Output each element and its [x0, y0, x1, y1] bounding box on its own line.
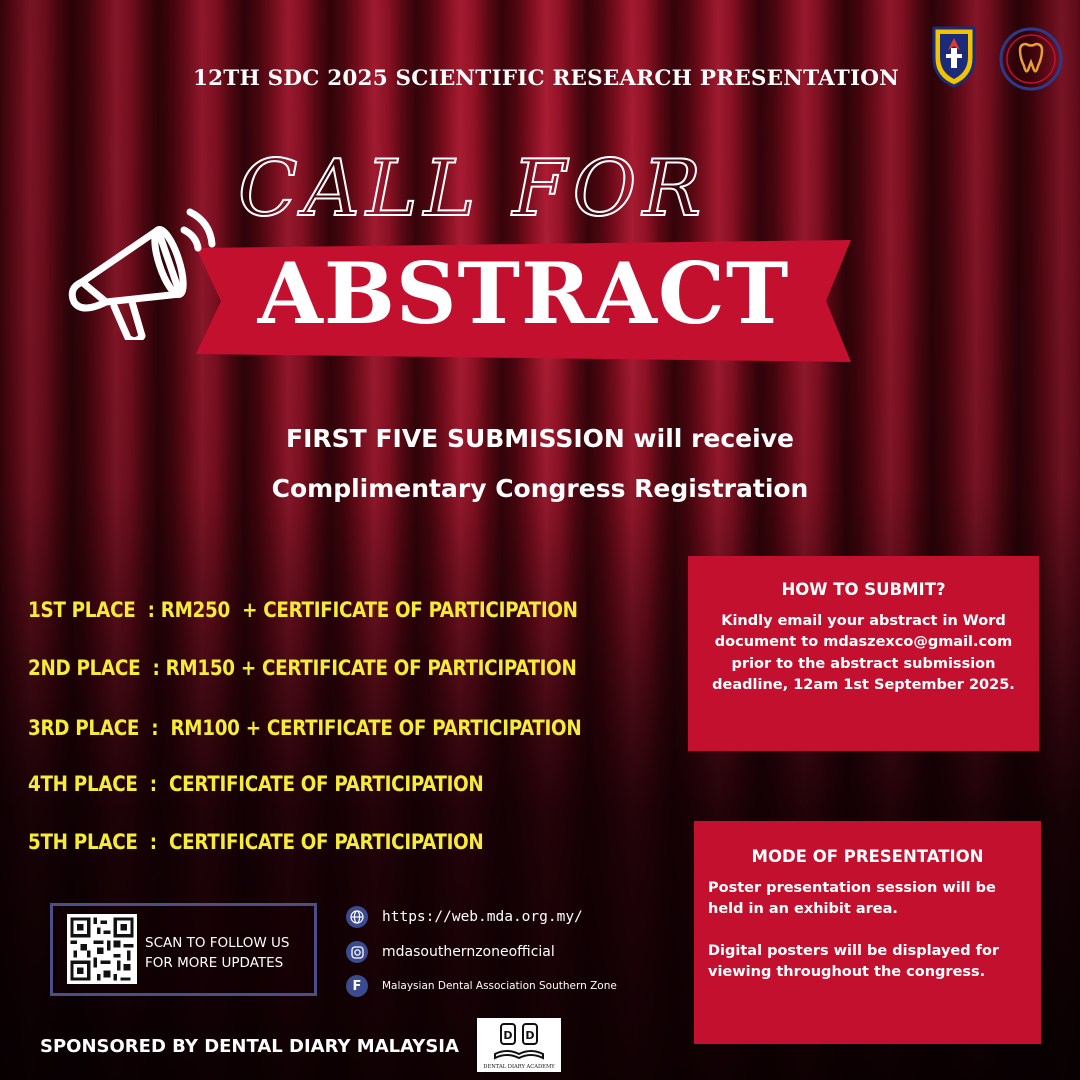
abstract-heading: ABSTRACT — [257, 244, 790, 343]
sponsor-logo — [477, 1018, 561, 1072]
qr-caption-line-2: FOR MORE UPDATES — [145, 954, 284, 971]
mode-of-presentation-panel — [694, 821, 1041, 1044]
mode-paragraph-2: Digital posters will be displayed for viewing throughout the congress. — [708, 942, 1000, 981]
globe-icon — [346, 906, 368, 928]
event-title: 12TH SDC 2025 SCIENTIFIC RESEARCH PRESENTATION — [192, 66, 900, 91]
prize-fourth: 4TH PLACE : CERTIFICATE OF PARTICIPATION — [28, 772, 484, 796]
website-link[interactable] — [346, 906, 583, 928]
prize-second: 2ND PLACE : RM150 + CERTIFICATE OF PARTICIPATION — [28, 656, 577, 680]
facebook-icon: F — [346, 975, 368, 997]
how-to-submit-heading: HOW TO SUBMIT? — [781, 580, 946, 599]
website-url: https://web.mda.org.my/ — [382, 909, 583, 925]
svg-text:D: D — [525, 1029, 535, 1042]
instagram-handle: mdasouthernzoneofficial — [382, 944, 555, 960]
sponsor-text: SPONSORED BY DENTAL DIARY MALAYSIA — [40, 1036, 459, 1057]
qr-caption — [145, 934, 289, 973]
qr-code[interactable] — [67, 914, 137, 984]
instagram-link[interactable] — [346, 941, 555, 963]
qr-follow-card — [50, 903, 317, 996]
prize-first: 1ST PLACE : RM250 + CERTIFICATE OF PARTICIPATION — [28, 598, 578, 622]
prize-third: 3RD PLACE : RM100 + CERTIFICATE OF PARTICIPATION — [28, 716, 582, 740]
promo-line-2: Complimentary Congress Registration — [271, 474, 809, 503]
megaphone-icon — [62, 190, 222, 340]
facebook-link[interactable] — [346, 975, 617, 997]
qr-caption-line-1: SCAN TO FOLLOW US — [145, 935, 290, 951]
promo-line-1: FIRST FIVE SUBMISSION will receive — [286, 424, 794, 453]
how-to-submit-body: Kindly email your abstract in Word document to mdaszexco@gmail.com prior to the abstract submission deadline, 12am 1st September 2025. — [712, 613, 1015, 694]
association-crest-logo — [930, 24, 978, 88]
prize-fifth: 5TH PLACE : CERTIFICATE OF PARTICIPATION — [28, 830, 484, 854]
call-for-heading: CALL FOR — [238, 144, 708, 234]
mode-heading: MODE OF PRESENTATION — [751, 847, 984, 866]
svg-text:D: D — [503, 1029, 513, 1042]
how-to-submit-panel — [688, 556, 1039, 751]
instagram-icon — [346, 941, 368, 963]
facebook-page: Malaysian Dental Association Southern Zone — [382, 980, 617, 992]
dental-congress-logo — [998, 26, 1064, 92]
sponsor-logo-caption: DENTAL DIARY ACADEMY — [483, 1064, 555, 1070]
mode-paragraph-1: Poster presentation session will be held in an exhibit area. — [708, 880, 996, 918]
